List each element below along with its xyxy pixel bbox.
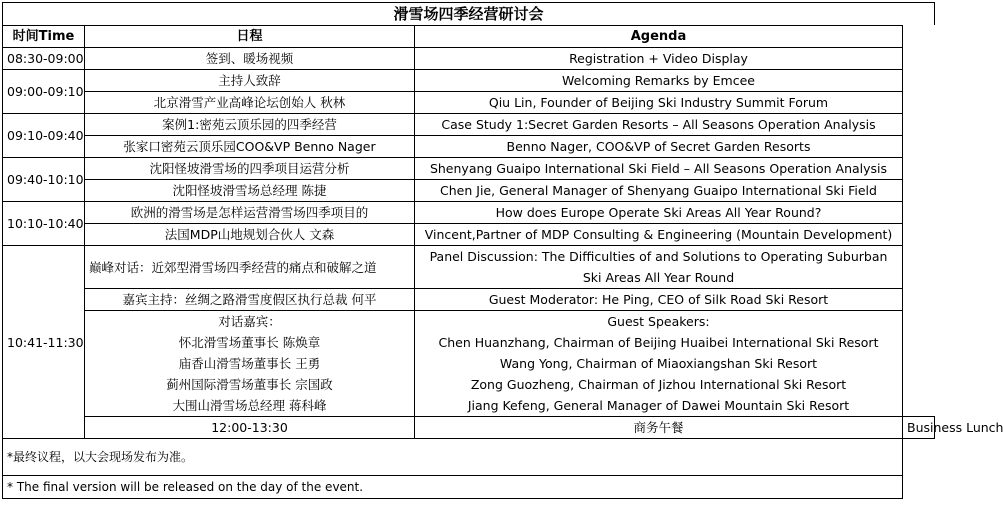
- agenda-cn-cell: 法国MDP山地规划合伙人 文森: [85, 224, 415, 246]
- note-row-cn: [3, 439, 935, 476]
- time-cell: 09:00-09:10: [3, 70, 85, 114]
- panel-moderator-en: Guest Moderator: He Ping, CEO of Silk Road Ski Resort: [415, 289, 903, 311]
- agenda-en-cell: Shenyang Guaipo International Ski Field – All Seasons Operation Analysis: [415, 158, 903, 180]
- speaker-cn: 庙香山滑雪场董事长 王勇: [85, 353, 415, 374]
- time-cell: 10:10-10:40: [3, 202, 85, 246]
- header-cn: 日程: [85, 26, 415, 48]
- table-row: [3, 353, 935, 374]
- speaker-en: Jiang Kefeng, General Manager of Dawei Mountain Ski Resort: [415, 395, 903, 417]
- table-row: [3, 395, 935, 417]
- time-cell: 10:41-11:30: [3, 246, 85, 439]
- agenda-en-cell: Registration + Video Display: [415, 48, 903, 70]
- speakers-label-en: Guest Speakers:: [415, 311, 903, 333]
- agenda-cn-cell: 商务午餐: [415, 417, 903, 439]
- header-row: [3, 26, 935, 48]
- table-row: [3, 114, 935, 136]
- table-row: [3, 136, 935, 158]
- speaker-cn: 大围山滑雪场总经理 蒋科峰: [85, 395, 415, 417]
- speaker-en: Wang Yong, Chairman of Miaoxiangshan Ski Resort: [415, 353, 903, 374]
- table-row: [3, 246, 935, 289]
- time-cell: 12:00-13:30: [85, 417, 415, 439]
- agenda-en-cell: Benno Nager, COO&VP of Secret Garden Resorts: [415, 136, 903, 158]
- page-title: 滑雪场四季经营研讨会: [2, 2, 935, 25]
- speaker-en: Zong Guozheng, Chairman of Jizhou International Ski Resort: [415, 374, 903, 395]
- agenda-en-cell: Chen Jie, General Manager of Shenyang Guaipo International Ski Field: [415, 180, 903, 202]
- speaker-en: Chen Huanzhang, Chairman of Beijing Huaibei International Ski Resort: [415, 332, 903, 353]
- time-cell: 08:30-09:00: [3, 48, 85, 70]
- table-row: [3, 158, 935, 180]
- speaker-cn: 蓟州国际滑雪场董事长 宗国政: [85, 374, 415, 395]
- table-row: [3, 202, 935, 224]
- time-cell: 09:40-10:10: [3, 158, 85, 202]
- agenda-cn-cell: 张家口密苑云顶乐园COO&VP Benno Nager: [85, 136, 415, 158]
- speaker-cn: 怀北滑雪场董事长 陈焕章: [85, 332, 415, 353]
- panel-moderator-cn: 嘉宾主持：丝绸之路滑雪度假区执行总裁 何平: [85, 289, 415, 311]
- speakers-label-cn: 对话嘉宾：: [85, 311, 415, 333]
- agenda-cn-cell: 北京滑雪产业高峰论坛创始人 秋林: [85, 92, 415, 114]
- agenda-table: [2, 25, 1003, 499]
- agenda-en-cell: Welcoming Remarks by Emcee: [415, 70, 903, 92]
- agenda-cn-cell: 签到、暖场视频: [85, 48, 415, 70]
- table-row: [3, 374, 935, 395]
- note-en: * The final version will be released on the day of the event.: [3, 476, 903, 499]
- agenda-cn-cell: 沈阳怪坡滑雪场总经理 陈捷: [85, 180, 415, 202]
- table-row: [3, 180, 935, 202]
- agenda-en-cell: Vincent,Partner of MDP Consulting & Engineering (Mountain Development): [415, 224, 903, 246]
- table-row: [3, 48, 935, 70]
- table-row: [3, 289, 935, 311]
- agenda-en-cell: Qiu Lin, Founder of Beijing Ski Industry Summit Forum: [415, 92, 903, 114]
- agenda-cn-cell: 主持人致辞: [85, 70, 415, 92]
- header-en: Agenda: [415, 26, 903, 48]
- agenda-cn-cell: 沈阳怪坡滑雪场的四季项目运营分析: [85, 158, 415, 180]
- agenda-en-cell: How does Europe Operate Ski Areas All Year Round?: [415, 202, 903, 224]
- table-row: [3, 417, 935, 439]
- agenda-en-cell: Case Study 1:Secret Garden Resorts – All Seasons Operation Analysis: [415, 114, 903, 136]
- table-row: [3, 311, 935, 333]
- agenda-cn-cell: 欧洲的滑雪场是怎样运营滑雪场四季项目的: [85, 202, 415, 224]
- table-row: [3, 92, 935, 114]
- panel-topic-cn: 巅峰对话：近郊型滑雪场四季经营的痛点和破解之道: [85, 246, 415, 289]
- table-row: [3, 224, 935, 246]
- agenda-en-cell: Business Lunch: [903, 417, 935, 439]
- panel-topic-en: Panel Discussion: The Difficulties of and Solutions to Operating Suburban Ski Areas All Year Round: [415, 246, 903, 289]
- table-row: [3, 332, 935, 353]
- note-cn: *最终议程，以大会现场发布为准。: [3, 439, 903, 476]
- agenda-cn-cell: 案例1:密苑云顶乐园的四季经营: [85, 114, 415, 136]
- header-time: 时间Time: [3, 26, 85, 48]
- table-row: [3, 70, 935, 92]
- time-cell: 09:10-09:40: [3, 114, 85, 158]
- note-row-en: [3, 476, 935, 499]
